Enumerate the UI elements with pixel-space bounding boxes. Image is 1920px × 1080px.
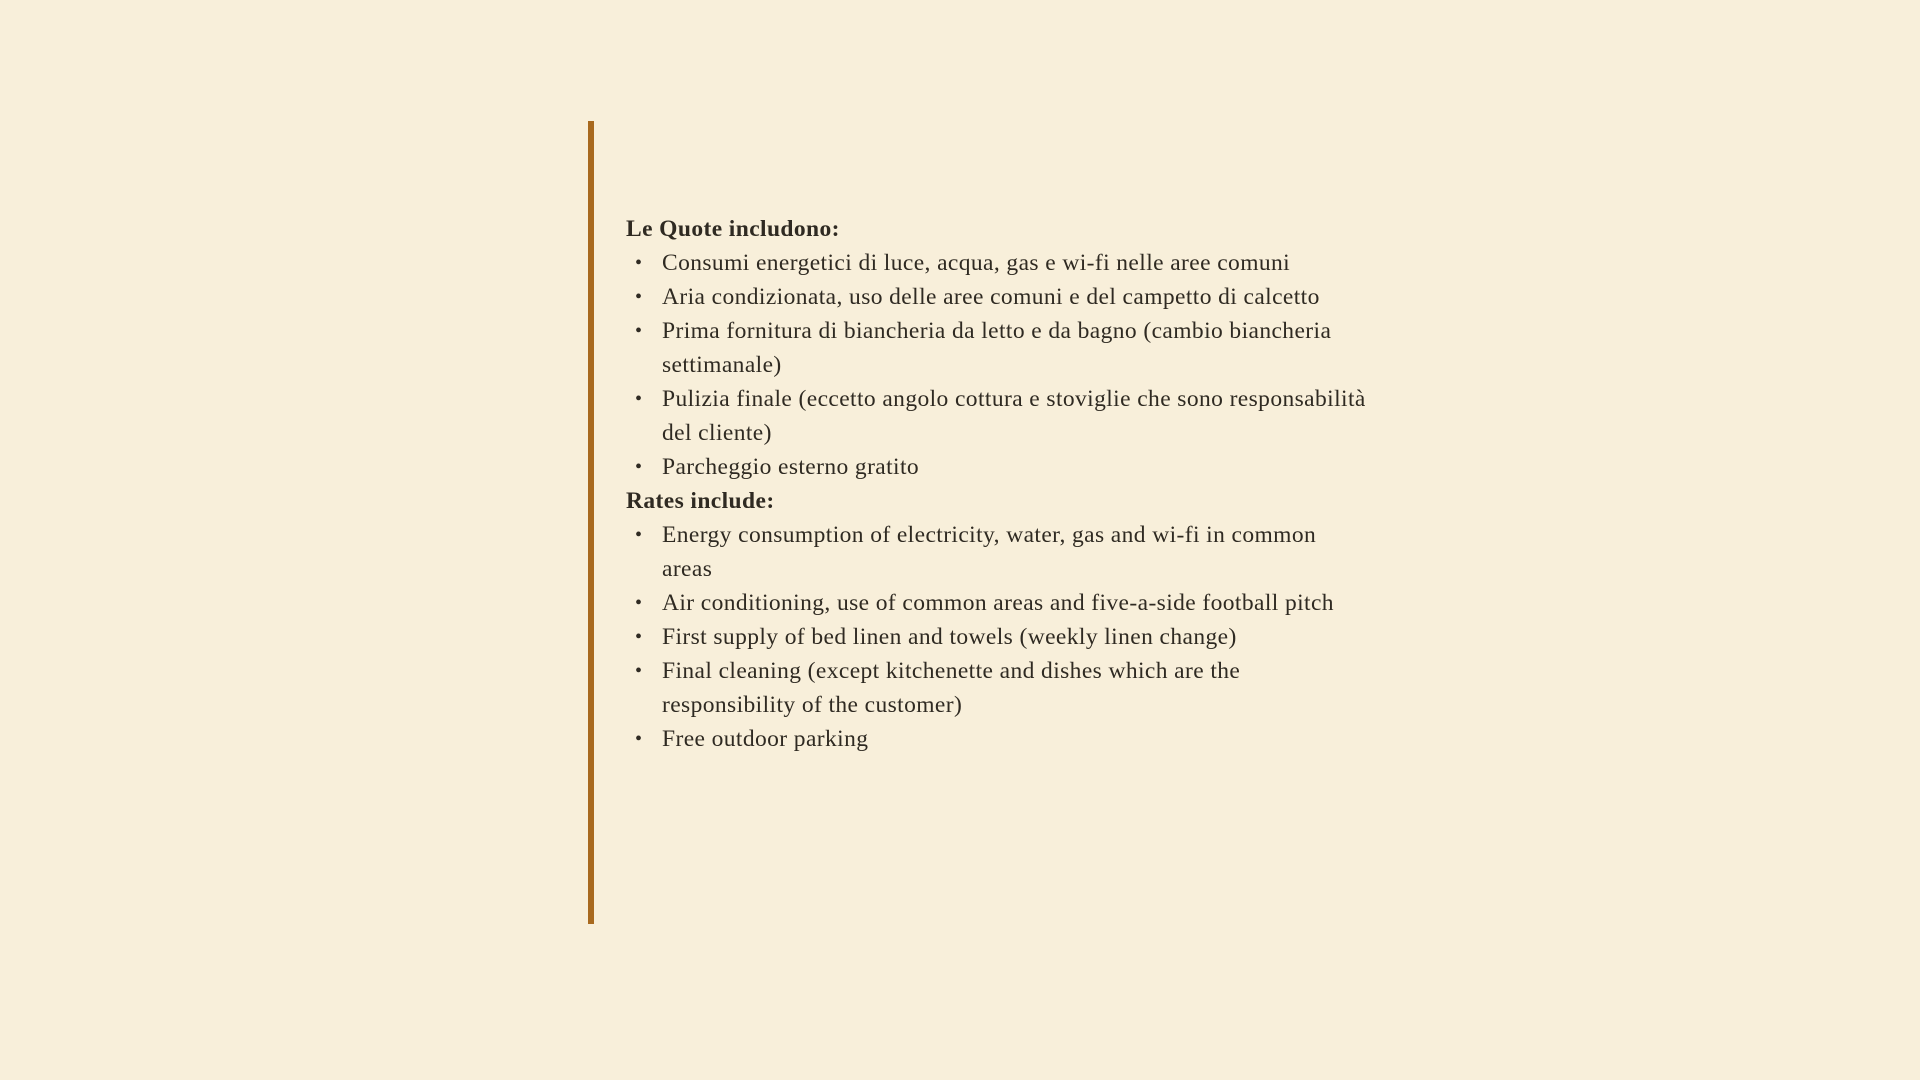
list-italian bbox=[626, 246, 1366, 484]
list-item: • First supply of bed linen and towels (weekly linen change) bbox=[662, 620, 1366, 654]
list-english bbox=[626, 518, 1366, 756]
section-italian bbox=[626, 212, 1366, 484]
list-item: • Parcheggio esterno gratito bbox=[662, 450, 1366, 484]
list-item: • Aria condizionata, uso delle aree comuni e del campetto di calcetto bbox=[662, 280, 1366, 314]
list-item: • Air conditioning, use of common areas and five-a-side football pitch bbox=[662, 586, 1366, 620]
section-heading-english: Rates include: bbox=[626, 488, 775, 514]
list-item: • Free outdoor parking bbox=[662, 722, 1366, 756]
list-item: • Consumi energetici di luce, acqua, gas e wi-fi nelle aree comuni bbox=[662, 246, 1366, 280]
list-item: • Pulizia finale (eccetto angolo cottura e stoviglie che sono responsabilità del cliente) bbox=[662, 382, 1366, 450]
rates-content bbox=[626, 212, 1366, 756]
list-item: • Prima fornitura di biancheria da letto e da bagno (cambio biancheria settimanale) bbox=[662, 314, 1366, 382]
section-english bbox=[626, 484, 1366, 756]
section-heading-italian: Le Quote includono: bbox=[626, 216, 840, 242]
accent-bar bbox=[588, 121, 594, 924]
list-item: • Energy consumption of electricity, water, gas and wi-fi in common areas bbox=[662, 518, 1366, 586]
list-item: • Final cleaning (except kitchenette and dishes which are the responsibility of the customer) bbox=[662, 654, 1366, 722]
